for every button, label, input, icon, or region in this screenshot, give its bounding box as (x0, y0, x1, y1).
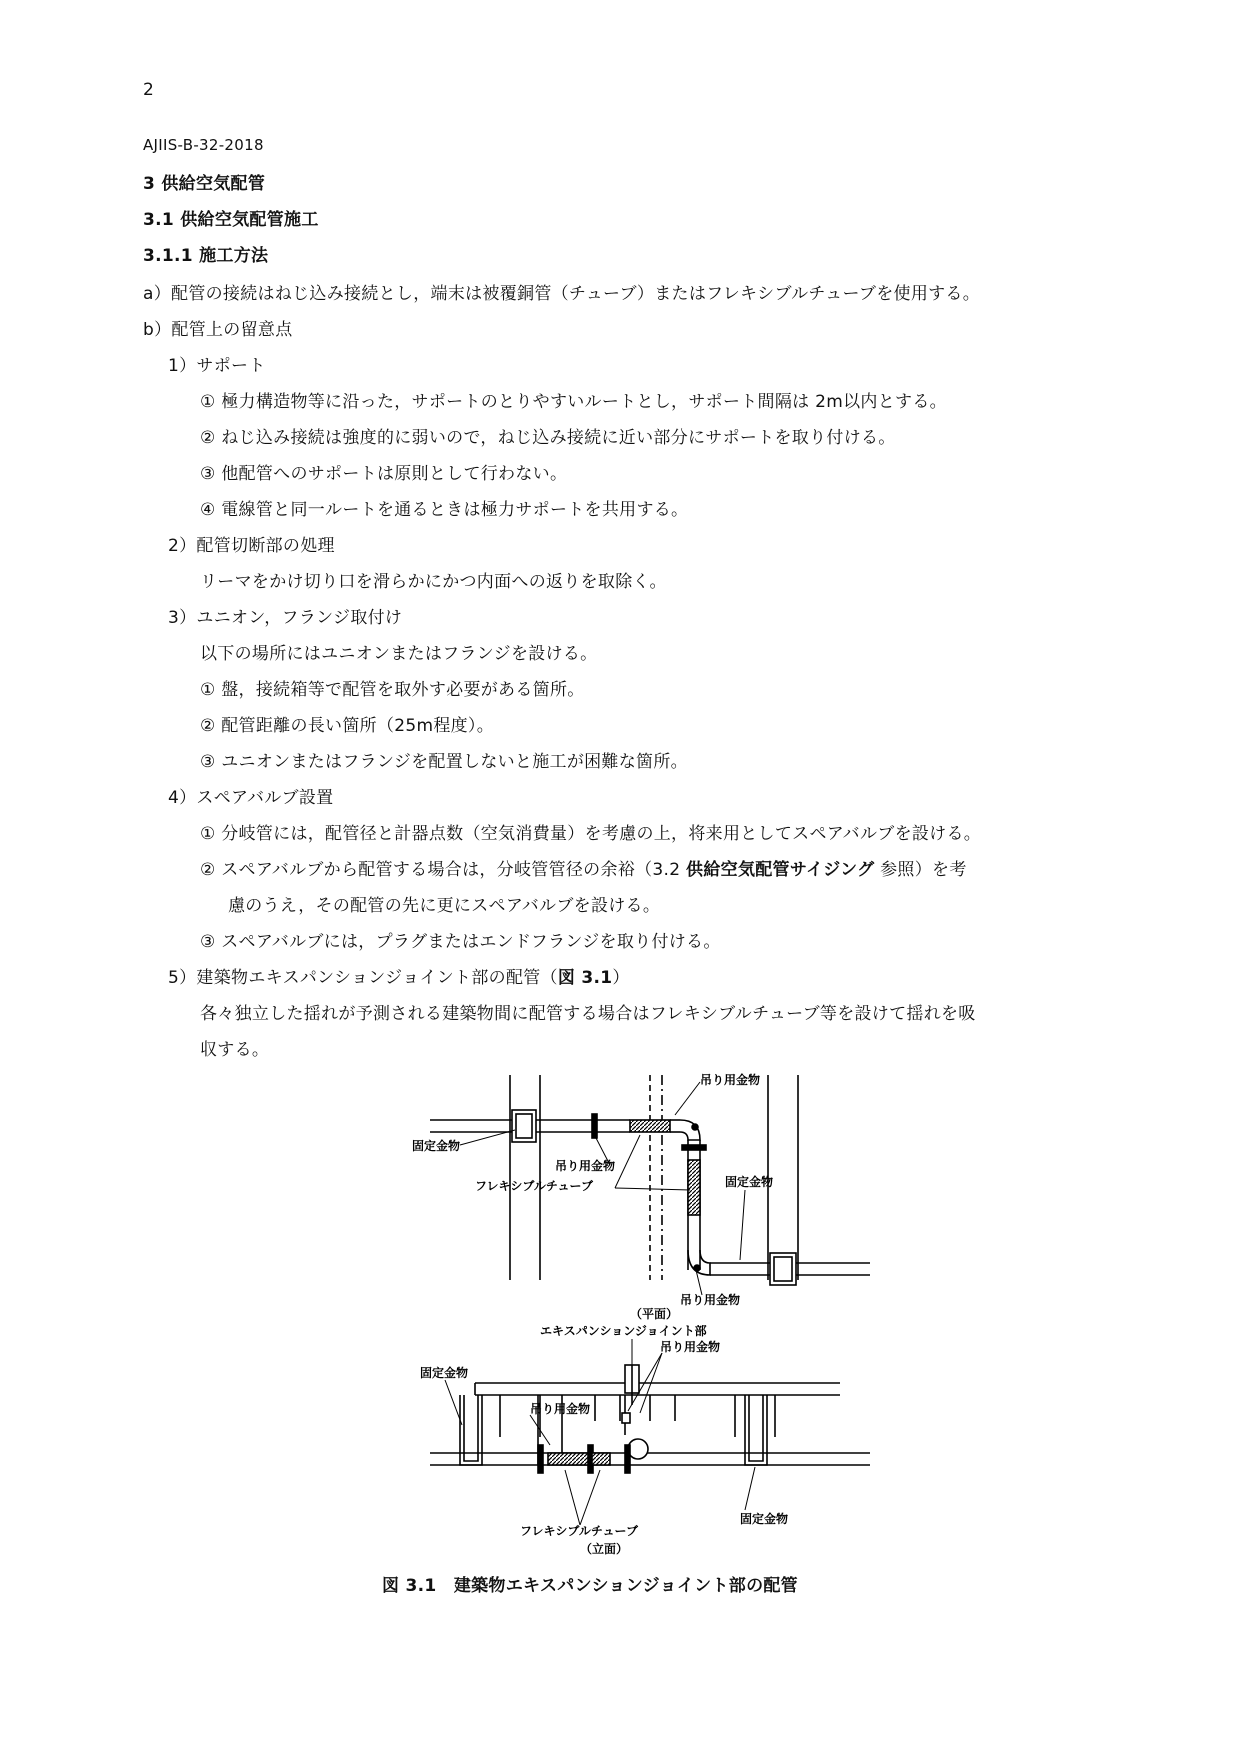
plan-label-hanger-mid: 吊り用金物 (555, 1159, 616, 1173)
elevation-label-expansion-joint: エキスパンションジョイント部 (540, 1325, 707, 1338)
figure-plan-view (400, 1070, 880, 1320)
section-heading-3-1: 3.1 供給空気配管施工 (143, 210, 319, 230)
spare-valve-point-1: ① 分岐管には，配管径と計器点数（空気消費量）を考慮の上，将来用としてスペアバルブを設ける。 (200, 824, 982, 844)
plan-label-hanger-top: 吊り用金物 (700, 1073, 761, 1087)
figure-elevation-view (400, 1325, 880, 1555)
item-a: a）配管の接続はねじ込み接続とし，端末は被覆銅管（チューブ）またはフレキシブルチューブを使用する。 (143, 284, 981, 304)
figure-reference: 図 3.1 (557, 968, 613, 988)
support-point-2: ② ねじ込み接続は強度的に弱いので，ねじ込み接続に近い部分にサポートを取り付ける。 (200, 428, 896, 448)
support-point-4: ④ 電線管と同一ルートを通るときは極力サポートを共用する。 (200, 500, 689, 520)
elevation-label-fixed-left: 固定金物 (420, 1366, 469, 1380)
expansion-body-2: 収する。 (200, 1040, 270, 1060)
section-heading-3-1-1: 3.1.1 施工方法 (143, 246, 269, 266)
elevation-label-hanger-top: 吊り用金物 (660, 1340, 721, 1354)
spare-valve-point-2b: 慮のうえ，その配管の先に更にスペアバルブを設ける。 (228, 896, 661, 916)
plan-label-hanger-bottom: 吊り用金物 (680, 1293, 741, 1307)
support-title: 1）サポート (168, 356, 266, 376)
union-point-3: ③ ユニオンまたはフランジを配置しないと施工が困難な箇所。 (200, 752, 688, 772)
section-heading-3: 3 供給空気配管 (143, 174, 266, 194)
union-body: 以下の場所にはユニオンまたはフランジを設ける。 (200, 644, 598, 664)
spare-valve-point-2a (200, 860, 967, 880)
union-point-1: ① 盤，接続箱等で配管を取外す必要がある箇所。 (200, 680, 585, 700)
page-number: 2 (143, 80, 155, 100)
spare-valve-title: 4）スペアバルブ設置 (168, 788, 334, 808)
elevation-label-flex: フレキシブルチューブ (520, 1524, 638, 1538)
spare-valve-point-2a-pre: ② スペアバルブから配管する場合は，分岐管管径の余裕（3.2 (200, 860, 681, 880)
elevation-view-label: （立面） (580, 1542, 629, 1555)
plan-view-label: （平面） (630, 1307, 679, 1320)
spare-valve-point-3: ③ スペアバルブには，プラグまたはエンドフランジを取り付ける。 (200, 932, 721, 952)
elevation-label-fixed-right: 固定金物 (740, 1512, 789, 1526)
plan-label-fixed-right: 固定金物 (725, 1175, 774, 1189)
item-b: b）配管上の留意点 (143, 320, 293, 340)
sizing-reference: 供給空気配管サイジング (686, 860, 875, 880)
plan-label-flex: フレキシブルチューブ (475, 1179, 593, 1193)
expansion-title-pre: 5）建築物エキスパンションジョイント部の配管（ (168, 968, 558, 988)
support-point-3: ③ 他配管へのサポートは原則として行わない。 (200, 464, 568, 484)
cutting-title: 2）配管切断部の処理 (168, 536, 335, 556)
expansion-title (168, 968, 630, 988)
plan-label-fixed-left: 固定金物 (412, 1139, 461, 1153)
cutting-body: リーマをかけ切り口を滑らかにかつ内面への返りを取除く。 (200, 572, 667, 592)
expansion-body-1: 各々独立した揺れが予測される建築物間に配管する場合はフレキシブルチューブ等を設けて揺れを吸 (200, 1004, 976, 1024)
union-title: 3）ユニオン，フランジ取付け (168, 608, 403, 628)
figure-caption: 図 3.1 建築物エキスパンションジョイント部の配管 (382, 1576, 798, 1596)
document-id: AJIIS-B-32-2018 (143, 136, 264, 154)
support-point-1: ① 極力構造物等に沿った，サポートのとりやすいルートとし，サポート間隔は 2m以内とする。 (200, 392, 947, 412)
elevation-label-hanger-mid: 吊り用金物 (530, 1402, 591, 1416)
spare-valve-point-2a-post: 参照）を考 (880, 860, 967, 880)
union-point-2: ② 配管距離の長い箇所（25m程度）。 (200, 716, 495, 736)
expansion-title-post: ） (612, 968, 630, 988)
